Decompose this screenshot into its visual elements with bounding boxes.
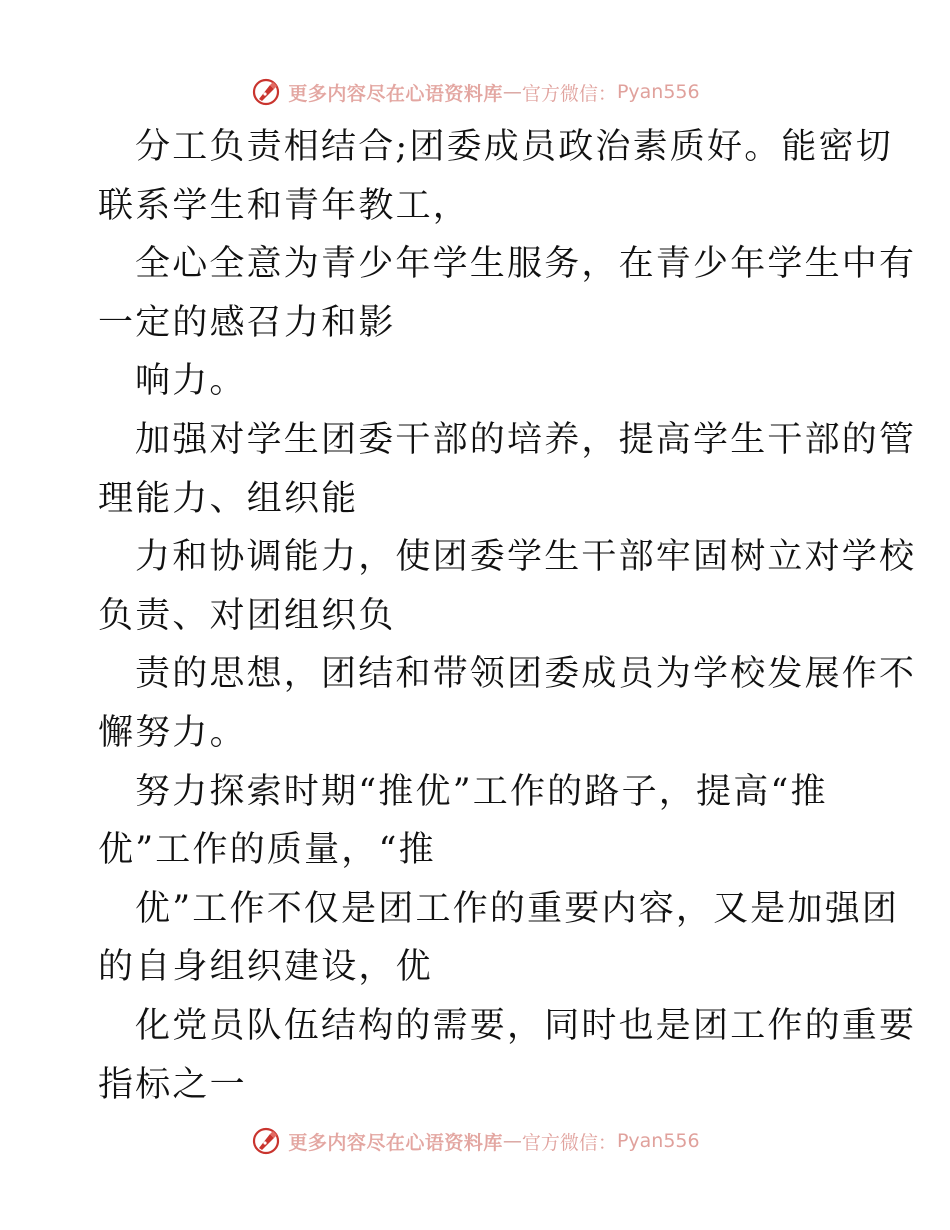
body-line: 化党员队伍结构的需要，同时也是团工作的重要 [135, 1005, 917, 1046]
body-line: 全心全意为青少年学生服务，在青少年学生中有 [135, 244, 917, 285]
body-line: 指标之一 [98, 1064, 247, 1105]
pen-nib-circle-icon [250, 1125, 282, 1157]
banner-account-id: Pyan556 [616, 81, 700, 103]
body-line: 努力探索时期“推优”工作的路子，提高“推 [135, 771, 828, 812]
body-line: 的自身组织建设，优 [98, 947, 433, 988]
banner-main-text: 更多内容尽在心语资料库 [288, 1131, 503, 1154]
body-line: 力和协调能力，使团委学生干部牢固树立对学校 [135, 537, 917, 578]
body-line: 联系学生和青年教工， [98, 185, 471, 226]
body-line: 理能力、组织能 [98, 478, 359, 519]
banner-account-id: Pyan556 [616, 1130, 700, 1152]
banner-main-text: 更多内容尽在心语资料库 [288, 82, 503, 105]
banner-official-label: 官方微信： [521, 1131, 617, 1154]
banner-separator: — [502, 81, 522, 103]
header-banner [0, 72, 950, 112]
body-line: 加强对学生团委干部的培养，提高学生干部的管 [135, 419, 917, 460]
body-line: 优”工作不仅是团工作的重要内容，又是加强团 [135, 888, 900, 929]
pen-nib-circle-icon [250, 76, 282, 108]
banner-separator: — [502, 1130, 522, 1152]
body-line: 一定的感召力和影 [98, 302, 396, 343]
body-line: 负责、对团组织负 [98, 595, 396, 636]
body-line: 分工负责相结合;团委成员政治素质好。能密切 [135, 127, 893, 167]
body-line: 责的思想，团结和带领团委成员为学校发展作不 [135, 654, 917, 695]
body-line: 懈努力。 [98, 712, 247, 753]
banner-official-label: 官方微信： [521, 82, 617, 105]
footer-banner [0, 1121, 950, 1161]
document-body [98, 118, 917, 1114]
body-line: 优”工作的质量，“推 [98, 830, 436, 871]
body-line: 响力。 [135, 361, 247, 402]
